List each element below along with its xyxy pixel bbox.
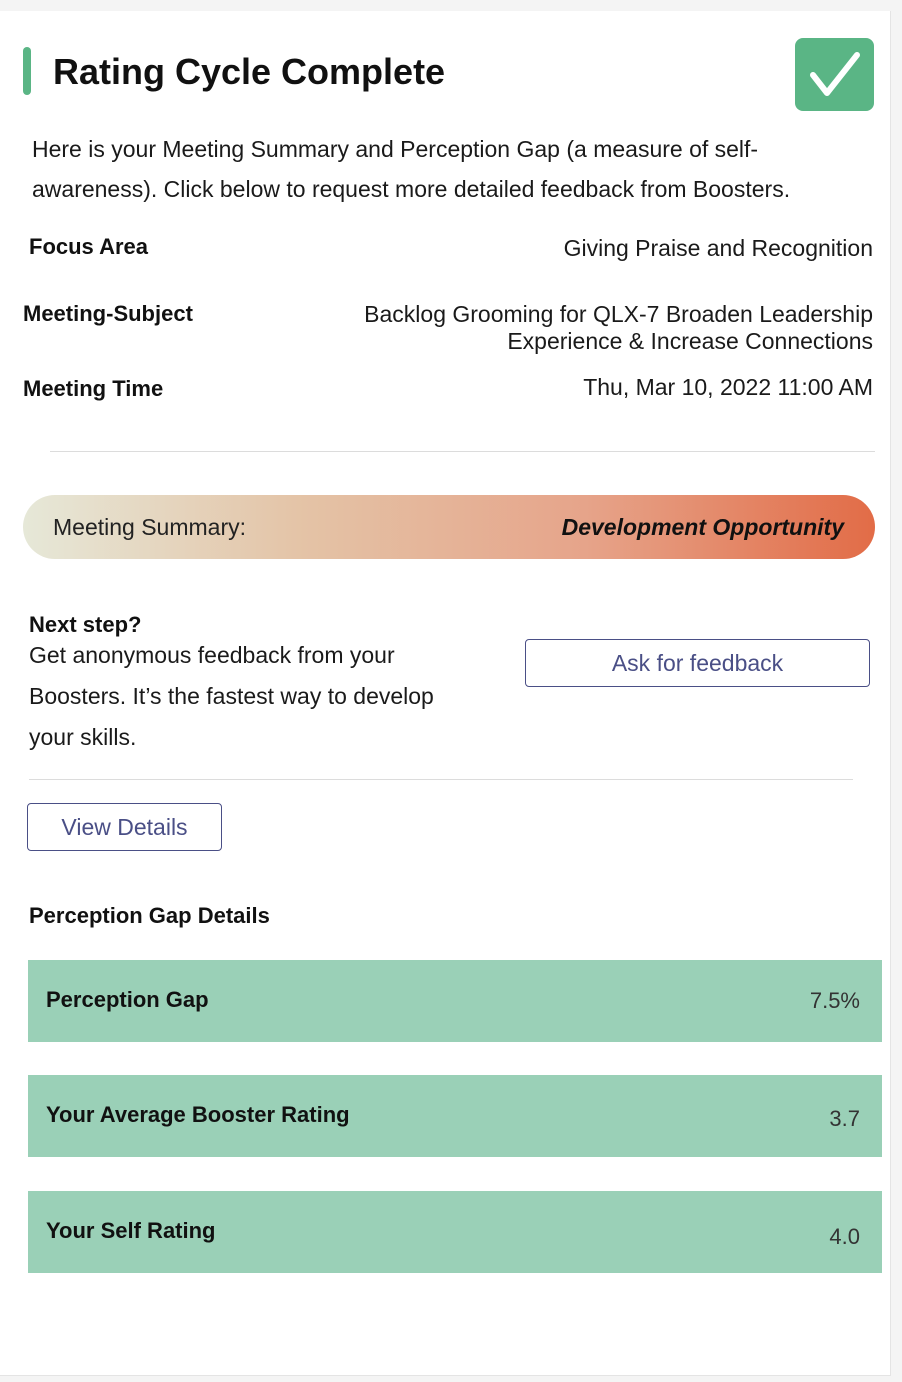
view-details-button[interactable]: View Details xyxy=(27,803,222,851)
meeting-summary-label: Meeting Summary: xyxy=(53,514,247,540)
average-booster-rating-label: Your Average Booster Rating xyxy=(46,1102,350,1127)
focus-area-value: Giving Praise and Recognition xyxy=(563,235,873,261)
self-rating-label: Your Self Rating xyxy=(46,1218,216,1243)
meeting-subject-line-1: Backlog Grooming for QLX-7 Broaden Leadership xyxy=(364,301,873,327)
focus-area-label: Focus Area xyxy=(29,234,149,259)
meeting-subject-line-2: Experience & Increase Connections xyxy=(507,328,873,354)
perception-gap-value: 7.5% xyxy=(809,988,860,1013)
average-booster-rating-value: 3.7 xyxy=(829,1106,860,1131)
self-rating-row xyxy=(28,1191,882,1273)
title-accent-bar xyxy=(23,47,31,95)
meeting-subject-value xyxy=(364,301,873,355)
next-step-text: Get anonymous feedback from your Boosters. It’s the fastest way to develop your skills. xyxy=(29,642,434,750)
meeting-time-label: Meeting Time xyxy=(23,376,164,401)
page-title: Rating Cycle Complete xyxy=(53,51,446,92)
divider xyxy=(29,779,853,780)
rating-cycle-card xyxy=(0,11,891,1376)
perception-gap-row xyxy=(28,960,882,1042)
meeting-summary-bar xyxy=(23,495,875,559)
meeting-summary-value: Development Opportunity xyxy=(561,514,844,540)
meeting-time-value: Thu, Mar 10, 2022 11:00 AM xyxy=(583,374,873,400)
intro-text: Here is your Meeting Summary and Perception Gap (a measure of self-awareness). Click below to request more detailed feedback from Boosters. xyxy=(32,136,791,202)
perception-gap-label: Perception Gap xyxy=(46,987,209,1012)
next-step-title: Next step? xyxy=(29,612,142,637)
checkmark-icon xyxy=(795,38,874,111)
average-booster-rating-row xyxy=(28,1075,882,1157)
self-rating-value: 4.0 xyxy=(829,1224,860,1249)
meeting-subject-label: Meeting-Subject xyxy=(23,301,193,326)
ask-for-feedback-button[interactable]: Ask for feedback xyxy=(525,639,870,687)
divider xyxy=(50,451,875,452)
perception-gap-details-title: Perception Gap Details xyxy=(29,903,270,928)
